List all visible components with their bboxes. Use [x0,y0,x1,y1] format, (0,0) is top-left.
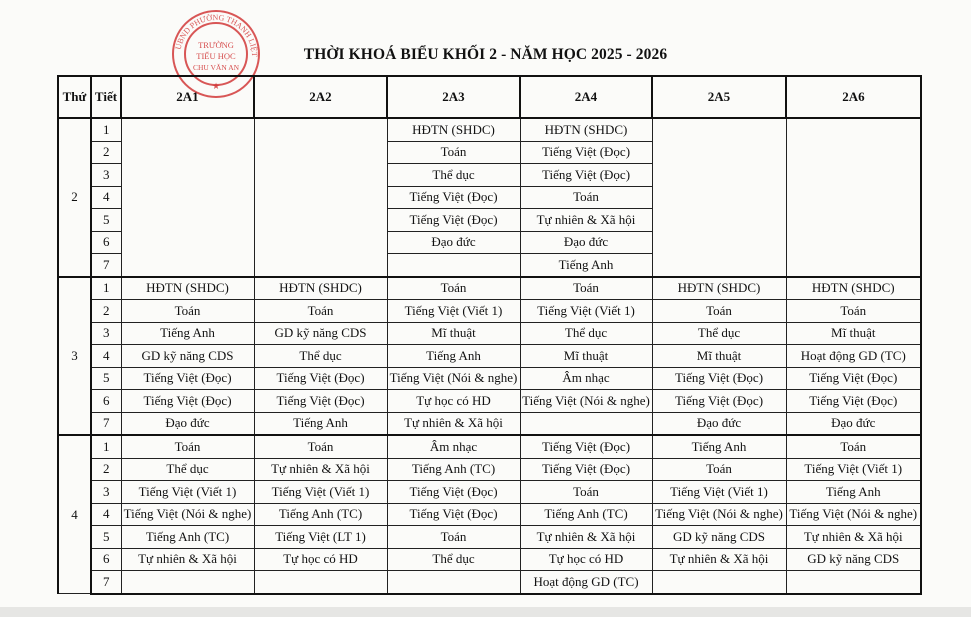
subject-cell: Tiếng Việt (Đọc) [652,390,786,413]
subject-cell: Tiếng Anh [652,435,786,458]
subject-cell: Đạo đức [786,412,921,435]
subject-cell: HĐTN (SHDC) [387,118,520,141]
timetable-body [58,118,921,594]
subject-cell: Mĩ thuật [387,322,520,345]
period-cell: 2 [91,458,121,481]
subject-cell: HĐTN (SHDC) [254,277,387,300]
subject-cell: Tiếng Việt (Đọc) [387,481,520,504]
subject-cell [387,254,520,277]
subject-cell: Toán [121,300,254,323]
svg-text:TRƯỜNG: TRƯỜNG [198,40,234,50]
scan-bottom-edge [0,607,971,617]
subject-cell: GD kỹ năng CDS [254,322,387,345]
period-cell: 4 [91,345,121,368]
table-row [58,390,921,413]
period-cell: 2 [91,141,121,164]
subject-cell: HĐTN (SHDC) [121,277,254,300]
subject-cell: Tiếng Việt (Đọc) [121,390,254,413]
table-row [58,571,921,594]
header-class-2a1: 2A1 [121,76,254,118]
subject-cell: Mĩ thuật [520,345,652,368]
subject-cell: Tiếng Việt (Đọc) [520,141,652,164]
subject-cell: Tự nhiên & Xã hội [786,526,921,549]
subject-cell: Tự nhiên & Xã hội [121,548,254,571]
subject-cell: Tiếng Anh [387,345,520,368]
subject-cell: Tiếng Anh [254,412,387,435]
subject-cell: Thể dục [121,458,254,481]
subject-cell: Tiếng Việt (Đọc) [520,435,652,458]
subject-cell: Âm nhạc [387,435,520,458]
subject-cell: Tự nhiên & Xã hội [387,412,520,435]
subject-cell: Toán [520,186,652,209]
subject-cell: Toán [652,300,786,323]
subject-cell: Tiếng Anh [520,254,652,277]
subject-cell: Tiếng Việt (Viết 1) [121,481,254,504]
subject-cell: Tiếng Việt (Nói & nghe) [786,503,921,526]
subject-cell [254,571,387,594]
subject-cell: Tiếng Anh (TC) [121,526,254,549]
subject-cell: Tiếng Việt (Đọc) [786,367,921,390]
subject-cell: Tiếng Anh [786,481,921,504]
table-row [58,322,921,345]
period-cell: 3 [91,481,121,504]
subject-cell: GD kỹ năng CDS [121,345,254,368]
subject-cell: Mĩ thuật [786,322,921,345]
subject-cell: Thể dục [387,164,520,187]
subject-cell: Tiếng Anh (TC) [520,503,652,526]
table-row [58,458,921,481]
subject-cell: Tự nhiên & Xã hội [520,209,652,232]
subject-cell: Toán [786,435,921,458]
subject-cell: HĐTN (SHDC) [520,118,652,141]
subject-cell: Thể dục [387,548,520,571]
period-cell: 7 [91,571,121,594]
subject-cell: Tiếng Việt (Viết 1) [254,481,387,504]
subject-cell: Tiếng Việt (Đọc) [254,390,387,413]
header-class-2a2: 2A2 [254,76,387,118]
subject-cell: Tiếng Việt (Đọc) [652,367,786,390]
table-row [58,412,921,435]
table-row [58,277,921,300]
subject-cell [520,412,652,435]
subject-cell: Tiếng Việt (LT 1) [254,526,387,549]
table-row [58,526,921,549]
subject-cell: GD kỹ năng CDS [652,526,786,549]
page-title: THỜI KHOÁ BIỂU KHỐI 2 - NĂM HỌC 2025 - 2026 [303,46,668,63]
subject-cell: Tiếng Việt (Viết 1) [387,300,520,323]
header-period: Tiết [91,76,121,118]
subject-cell: Toán [254,435,387,458]
svg-text:TIỂU HỌC: TIỂU HỌC [196,51,236,61]
subject-cell: Tự nhiên & Xã hội [520,526,652,549]
subject-cell: Tiếng Việt (Viết 1) [786,458,921,481]
subject-cell: Tiếng Việt (Đọc) [387,209,520,232]
period-cell: 6 [91,231,121,254]
subject-cell: Toán [520,277,652,300]
period-cell: 6 [91,390,121,413]
subject-cell: Toán [254,300,387,323]
subject-cell: Đạo đức [652,412,786,435]
subject-cell: Tự học có HD [520,548,652,571]
subject-cell: Thể dục [652,322,786,345]
period-cell: 5 [91,209,121,232]
empty-merged-cell [254,118,387,277]
period-cell: 1 [91,118,121,141]
subject-cell: Đạo đức [520,231,652,254]
svg-text:CHU VĂN AN: CHU VĂN AN [192,63,240,72]
subject-cell: Âm nhạc [520,367,652,390]
subject-cell: Hoạt động GD (TC) [520,571,652,594]
header-day: Thứ [58,76,91,118]
subject-cell: Tiếng Anh (TC) [387,458,520,481]
subject-cell: Tiếng Việt (Đọc) [520,164,652,187]
subject-cell: Đạo đức [121,412,254,435]
header-class-2a3: 2A3 [387,76,520,118]
subject-cell: Tự nhiên & Xã hội [254,458,387,481]
day-cell: 2 [58,118,91,277]
subject-cell: Tiếng Việt (Viết 1) [520,300,652,323]
empty-merged-cell [652,118,786,277]
subject-cell: Toán [652,458,786,481]
subject-cell: Tiếng Việt (Đọc) [786,390,921,413]
subject-cell [786,571,921,594]
timetable [57,75,922,595]
subject-cell: Toán [387,277,520,300]
subject-cell: HĐTN (SHDC) [652,277,786,300]
subject-cell: Đạo đức [387,231,520,254]
subject-cell: Tiếng Việt (Đọc) [387,186,520,209]
period-cell: 3 [91,322,121,345]
subject-cell: Tiếng Việt (Đọc) [520,458,652,481]
table-row [58,345,921,368]
subject-cell: Tiếng Việt (Nói & nghe) [520,390,652,413]
table-row [58,481,921,504]
subject-cell: Toán [786,300,921,323]
subject-cell: Tiếng Việt (Viết 1) [652,481,786,504]
subject-cell: Tiếng Việt (Đọc) [121,367,254,390]
table-row [58,503,921,526]
subject-cell: Thể dục [254,345,387,368]
svg-text:UBND PHƯỜNG THANH LIỆT: UBND PHƯỜNG THANH LIỆT [173,12,260,57]
period-cell: 6 [91,548,121,571]
subject-cell: Thể dục [520,322,652,345]
table-row [58,300,921,323]
subject-cell: Tiếng Việt (Đọc) [387,503,520,526]
subject-cell: Toán [387,141,520,164]
subject-cell: Toán [520,481,652,504]
subject-cell: Mĩ thuật [652,345,786,368]
empty-merged-cell [786,118,921,277]
period-cell: 7 [91,412,121,435]
subject-cell: Toán [387,526,520,549]
header-class-2a5: 2A5 [652,76,786,118]
day-cell: 4 [58,435,91,594]
subject-cell: HĐTN (SHDC) [786,277,921,300]
svg-text:★: ★ [211,81,221,91]
subject-cell: GD kỹ năng CDS [786,548,921,571]
empty-merged-cell [121,118,254,277]
subject-cell: Tiếng Anh [121,322,254,345]
subject-cell [387,571,520,594]
subject-cell: Tiếng Việt (Nói & nghe) [387,367,520,390]
table-row [58,548,921,571]
table-row [58,367,921,390]
subject-cell: Tự học có HD [387,390,520,413]
period-cell: 5 [91,526,121,549]
subject-cell: Hoạt động GD (TC) [786,345,921,368]
subject-cell: Tiếng Việt (Nói & nghe) [652,503,786,526]
subject-cell: Tiếng Việt (Nói & nghe) [121,503,254,526]
subject-cell: Toán [121,435,254,458]
table-header-row [58,76,921,118]
subject-cell: Tự học có HD [254,548,387,571]
period-cell: 7 [91,254,121,277]
period-cell: 3 [91,164,121,187]
subject-cell [652,571,786,594]
period-cell: 4 [91,503,121,526]
subject-cell [121,571,254,594]
table-row [58,118,921,141]
period-cell: 1 [91,435,121,458]
subject-cell: Tiếng Anh (TC) [254,503,387,526]
header-class-2a4: 2A4 [520,76,652,118]
subject-cell: Tự nhiên & Xã hội [652,548,786,571]
subject-cell: Tiếng Việt (Đọc) [254,367,387,390]
period-cell: 1 [91,277,121,300]
period-cell: 5 [91,367,121,390]
period-cell: 4 [91,186,121,209]
table-row [58,435,921,458]
day-cell: 3 [58,277,91,436]
header-class-2a6: 2A6 [786,76,921,118]
period-cell: 2 [91,300,121,323]
